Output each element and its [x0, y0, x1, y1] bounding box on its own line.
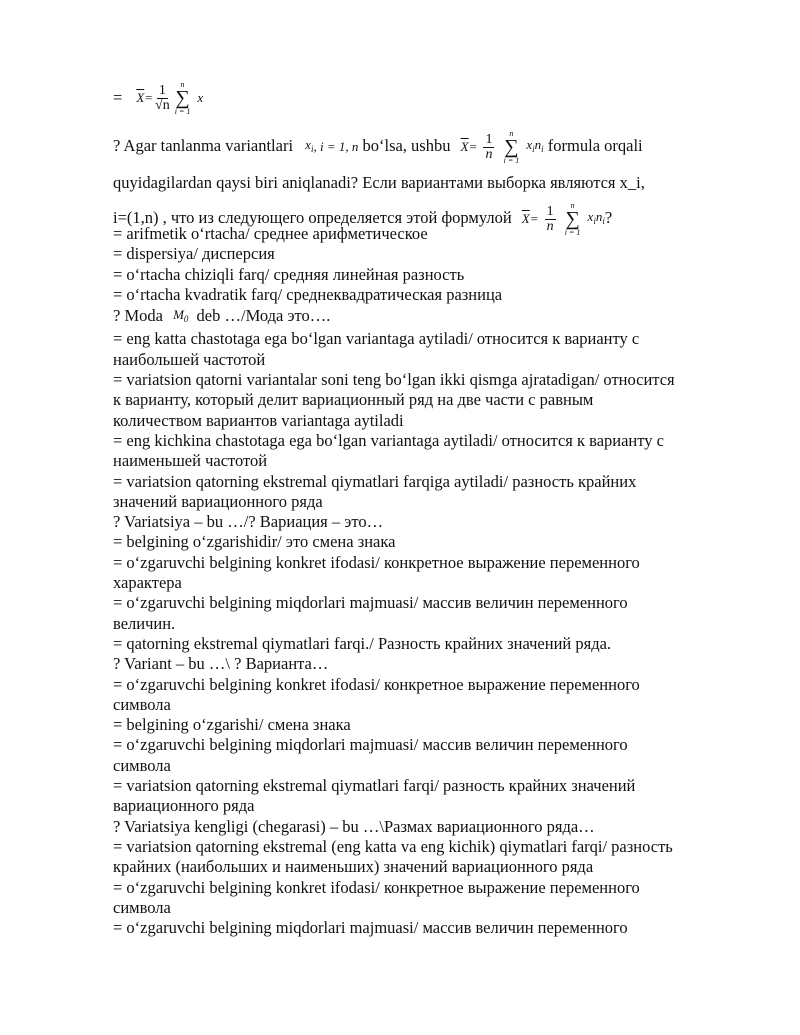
sum-term: x: [197, 89, 204, 105]
question-line-1: [113, 128, 743, 166]
text-line: символа: [113, 897, 171, 917]
text-line: = variatsion qatorning ekstremal qiymatlari farqiga aytiladi/ разность крайних: [113, 471, 637, 491]
text-line: вариационного ряда: [113, 796, 255, 816]
term-x-3: x: [587, 209, 594, 224]
term-x: x: [526, 137, 533, 152]
moda-symbol: [173, 305, 188, 329]
sum-lower-limit: i = 1: [174, 107, 191, 116]
fraction-num-3: 1: [546, 203, 554, 219]
sigma-glyph-2: ∑: [504, 136, 519, 158]
formula-line: [113, 82, 203, 114]
mean-symbol-3: $\overline{X}$: [521, 211, 530, 226]
index-range: , i = 1, n: [313, 139, 359, 154]
text-line: ? Variant – bu …\ ? Варианта…: [113, 654, 329, 674]
text-line: = o‘zgaruvchi belgining konkret ifodasi/ конкретное выражение переменного: [113, 674, 640, 694]
term-n: n: [534, 137, 542, 152]
question-text-3: formula orqali: [547, 135, 643, 155]
question-moda: [113, 305, 743, 329]
variant-sub: i: [310, 144, 314, 154]
text-line: крайних (наибольших и наименьших) значений вариационного ряда: [113, 857, 594, 877]
text-line: значений вариационного ряда: [113, 491, 323, 511]
variant-x: x: [305, 137, 311, 152]
text-line: символа: [113, 755, 171, 775]
sum-lower-3: i = 1: [564, 228, 581, 237]
question-line-2: quyidagilardan qaysi biri aniqlanadi? Если вариантами выборка являются x_i,: [113, 173, 645, 192]
answer-list: [113, 224, 743, 938]
text-line: = o‘zgaruvchi belgining miqdorlari majmuasi/ массив величин переменного: [113, 735, 628, 755]
question-text: ? Agar tanlanma variantlari: [113, 135, 294, 155]
text-line: = o‘zgaruvchi belgining konkret ifodasi/ конкретное выражение переменного: [113, 552, 640, 572]
text-line: к варианту, который делит вариационный ряд на две части с равным: [113, 390, 594, 410]
term-n-sub-3: i: [602, 216, 605, 226]
text-line: = o‘zgaruvchi belgining konkret ifodasi/ конкретное выражение переменного: [113, 877, 640, 897]
text-line: количеством вариантов variantaga aytiladi: [113, 410, 404, 430]
text-line: символа: [113, 694, 171, 714]
answer-line: = o‘rtacha kvadratik farq/ среднеквадратическая разница: [113, 284, 503, 304]
moda-m: M: [173, 307, 184, 323]
formula-fraction: [155, 84, 170, 113]
text-line: = eng katta chastotaga ega bo‘lgan variantaga aytiladi/ относится к варианту с: [113, 329, 640, 349]
text-line: ? Variatsiya kengligi (chegarasi) – bu …\Размах вариационного ряда…: [113, 816, 595, 836]
text-line: ? Variatsiya – bu …/? Вариация – это…: [113, 512, 384, 532]
sum-symbol: [175, 80, 191, 116]
fraction-num-2: 1: [485, 131, 493, 147]
sigma-glyph-3: ∑: [565, 208, 580, 230]
text-line: величин.: [113, 613, 176, 633]
term-x-sub-3: i: [593, 216, 596, 226]
moda-suffix: deb …/Мода это….: [192, 306, 331, 326]
text-line: = belgining o‘zgarishi/ смена знака: [113, 715, 351, 735]
sum-upper-2: n: [509, 129, 514, 138]
fraction-den-3: n: [546, 218, 554, 234]
moda-prefix: ? Moda: [113, 306, 163, 326]
text-line: = o‘zgaruvchi belgining miqdorlari majmuasi/ массив величин переменного: [113, 593, 628, 613]
answer-line: = dispersiya/ дисперсия: [113, 244, 275, 264]
text-line: = o‘zgaruvchi belgining miqdorlari majmuasi/ массив величин переменного: [113, 918, 628, 938]
fraction-numerator: 1: [158, 82, 166, 98]
fraction-den-2: n: [485, 146, 493, 162]
text-line: = variatsion qatorning ekstremal (eng katta va eng kichik) qiymatlari farqi/ разность: [113, 836, 673, 856]
text-line: = belgining o‘zgarishidir/ это смена знака: [113, 532, 396, 552]
formula-equals-2: =: [468, 139, 478, 154]
sum-upper-3: n: [570, 201, 575, 210]
question-text-2: bo‘lsa, ushbu: [362, 135, 451, 155]
variant-symbol: [305, 128, 313, 166]
question-text-ru: i=(1,n) , что из следующего определяется этой формулой: [113, 207, 512, 227]
formula-prefix: =: [113, 87, 123, 107]
mean-symbol-2: $\overline{X}$: [460, 139, 469, 154]
sigma-glyph: ∑: [175, 87, 190, 109]
question-arithmetic-mean: [113, 128, 743, 238]
moda-sub: 0: [183, 314, 189, 325]
question-mark: ?: [604, 207, 613, 227]
text-line: характера: [113, 573, 182, 593]
sum-symbol-2: [504, 129, 520, 165]
answer-line: = o‘rtacha chiziqli farq/ средняя линейная разность: [113, 264, 465, 284]
answer-line: = arifmetik o‘rtacha/ среднее арифметическое: [113, 224, 428, 243]
formula-equals-3: =: [529, 211, 539, 226]
formula-equals: =: [144, 89, 154, 105]
text-line: наибольшей частотой: [113, 349, 266, 369]
sum-upper-limit: n: [180, 80, 185, 89]
term-x-sub: i: [532, 144, 535, 154]
sum-lower-2: i = 1: [503, 156, 520, 165]
fraction-2: [483, 133, 494, 162]
text-line: = qatorning ekstremal qiymatlari farqi./ Разность крайних значений ряда.: [113, 633, 612, 653]
text-line: = eng kichkina chastotaga ega bo‘lgan variantaga aytiladi/ относится к варианту с: [113, 430, 664, 450]
term-n-sub: i: [541, 144, 544, 154]
text-line: наименьшей частотой: [113, 451, 268, 471]
text-line: = variatsion qatorning ekstremal qiymatlari farqi/ разность крайних значений: [113, 776, 636, 796]
text-line: = variatsion qatorni variantalar soni teng bo‘lgan ikki qismga ajratadigan/ относится: [113, 370, 675, 390]
sum-term-2: [526, 128, 543, 166]
fraction-denominator: √n: [155, 97, 170, 113]
mean-symbol: $\overline{X}$: [136, 89, 145, 105]
term-n-3: n: [595, 209, 603, 224]
